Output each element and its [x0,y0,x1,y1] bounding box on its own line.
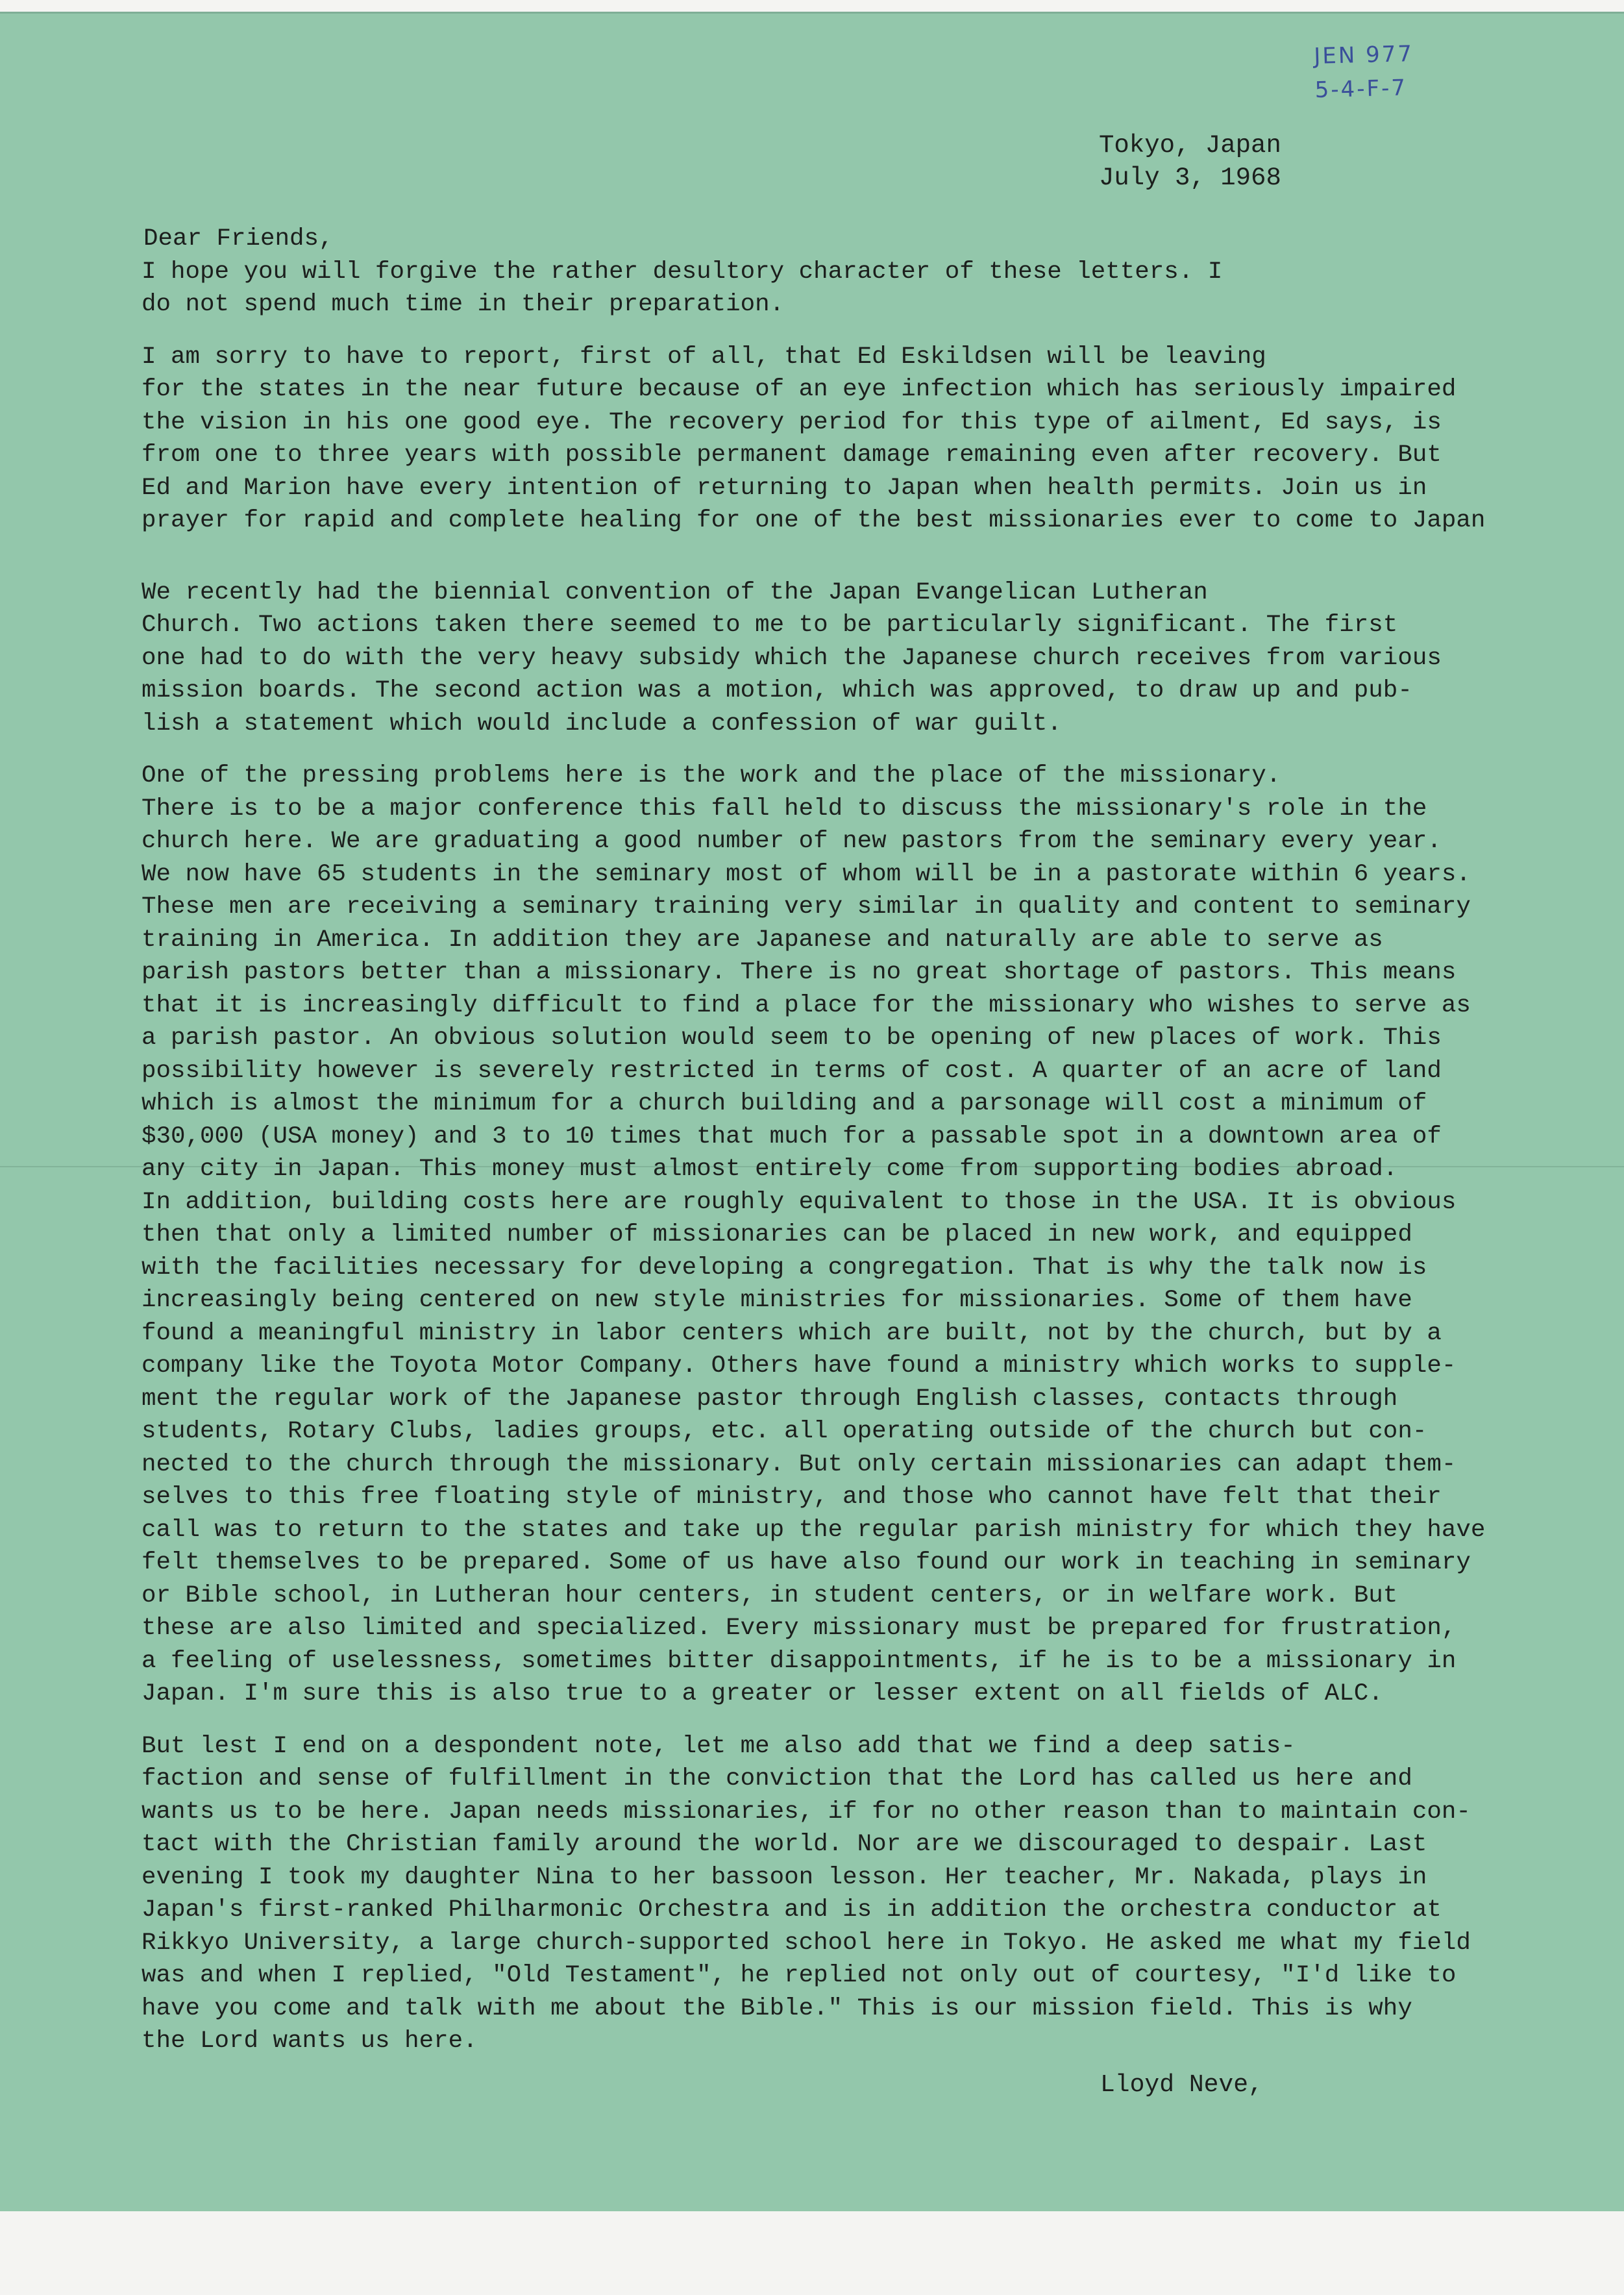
archive-code: JEN 977 [1313,41,1414,70]
letter-place: Tokyo, Japan [1099,131,1281,160]
signature: Lloyd Neve, [1100,2071,1263,2099]
paragraph-closing: But lest I end on a despondent note, let me also add that we find a deep satis- faction and sense of fulfillment in the conviction that the Lord has called us here and wants us to be here. Japan needs missionaries, if for no other reason than to maintain con- tact with the Christian family around the world. Nor are we discouraged to despair. Last evening I took my daughter Nina to her bassoon lesson. Her teacher, Mr. Nakada, plays in Japan's first-ranked Philharmonic Orchestra and is in addition the orchestra conductor at Rikkyo University, a large church-supported school here in Tokyo. He asked me what my field was and when I replied, "Old Testament", he replied not only out of courtesy, "I'd like to have you come and talk with me about the Bible." This is our mission field. This is why the Lord wants us here. [141,1732,1471,2055]
paragraph-intro: I hope you will forgive the rather desultory character of these letters. I do not spend much time in their preparation. [141,258,1223,318]
archive-location: 5-4-F-7 [1314,75,1408,103]
paragraph-eskildsen: I am sorry to have to report, first of all, that Ed Eskildsen will be leaving for the states in the near future because of an eye infection which has seriously impaired the vision in his one good eye. The recovery period for this type of ailment, Ed says, is from one to three years with possible permanent damage remaining even after recovery. But Ed and Marion have every intention of returning to Japan when health permits. Join us in prayer for rapid and complete healing for one of the best missionaries ever to come to Japan [141,343,1486,534]
letter-sheet [0,12,1624,2211]
letter-body [141,223,1621,2058]
paragraph-convention: We recently had the biennial convention of the Japan Evangelican Lutheran Church. Two actions taken there seemed to me to be particularly significant. The first one had to do with the very heavy subsidy which the Japanese church receives from various mission boards. The second action was a motion, which was approved, to draw up and pub- lish a statement which would include a confession of war guilt. [141,578,1442,738]
paragraph-missionary-role: One of the pressing problems here is the work and the place of the missionary. There is to be a major conference this fall held to discuss the missionary's role in the church here. We are graduating a good number of new pastors from the seminary every year. We now have 65 students in the seminary most of whom will be in a pastorate within 6 years. These men are receiving a seminary training very similar in quality and content to seminary training in America. In addition they are Japanese and naturally are able to serve as parish pastors better than a missionary. There is no great shortage of pastors. This means that it is increasingly difficult to find a place for the missionary who wishes to serve as a parish pastor. An obvious solution would seem to be opening of new places of work. This possibility however is severely restricted in terms of cost. A quarter of an acre of land which is almost the minimum for a church building and a parsonage will cost a minimum of $30,000 (USA money) and 3 to 10 times that much for a passable spot in a downtown area of any city in Japan. This money must almost entirely come from supporting bodies abroad. In addition, building costs here are roughly equivalent to those in the USA. It is obvious then that only a limited number of missionaries can be placed in new work, and equipped with the facilities necessary for developing a congregation. That is why the talk now is increasingly being centered on new style ministries for missionaries. Some of them have found a meaningful ministry in labor centers which are built, not by the church, but by a company like the Toyota Motor Company. Others have found a ministry which works to supple- ment the regular work of the Japanese pastor through English classes, contacts through students, Rotary Clubs, ladies groups, etc. all operating outside of the church but con- nected to the church through the missionary. But only certain missionaries can adapt them- selves to this free floating style of ministry, and those who cannot have felt that their call was to return to the states and take up the regular parish ministry for which they have felt themselves to be prepared. Some of us have also found our work in teaching in seminary or Bible school, in Lutheran hour centers, in student centers, or in welfare work. But these are also limited and specialized. Every missionary must be prepared for frustration, a feeling of uselessness, sometimes bitter disappointments, if he is to be a missionary in Japan. I'm sure this is also true to a greater or lesser extent on all fields of ALC. [141,762,1486,1707]
letter-date: July 3, 1968 [1099,164,1281,192]
letter-dateline [1099,129,1281,194]
archive-annotation [1314,37,1415,107]
salutation: Dear Friends, [143,225,334,253]
